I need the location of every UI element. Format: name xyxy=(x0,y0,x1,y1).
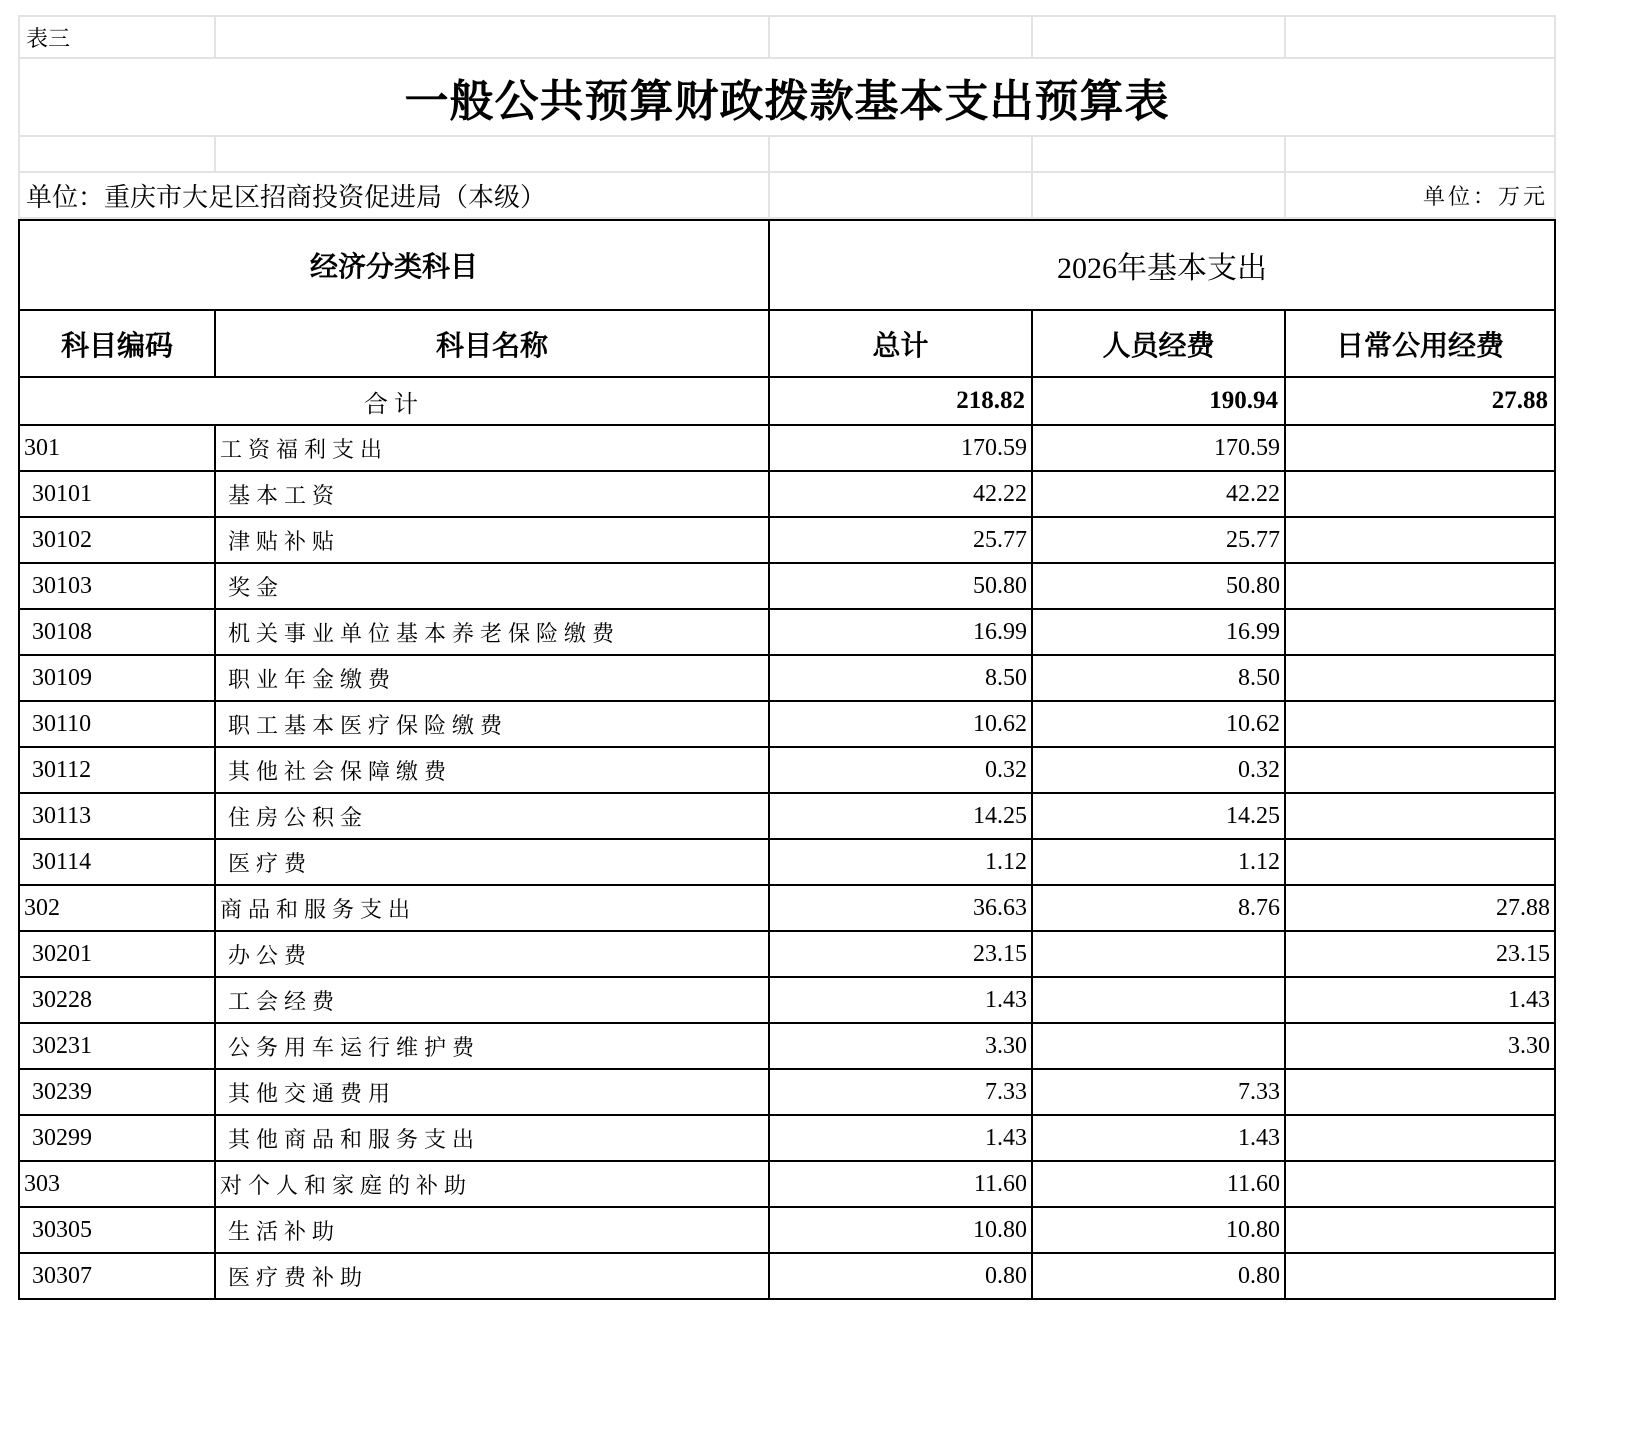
table-body xyxy=(19,425,1555,1299)
header-economic-classification: 经济分类科目 xyxy=(19,220,769,310)
row-code: 301 xyxy=(19,425,215,471)
table-row xyxy=(19,609,1555,655)
budget-table xyxy=(18,219,1556,1300)
budget-sheet xyxy=(18,15,1554,1300)
row-code: 30112 xyxy=(19,747,215,793)
row-code: 30103 xyxy=(19,563,215,609)
row-name: 机关事业单位基本养老保险缴费 xyxy=(215,609,769,655)
row-personnel: 50.80 xyxy=(1032,563,1285,609)
row-name: 公务用车运行维护费 xyxy=(215,1023,769,1069)
row-name: 对个人和家庭的补助 xyxy=(215,1161,769,1207)
table-row xyxy=(19,1207,1555,1253)
row-name: 生活补助 xyxy=(215,1207,769,1253)
row-total: 42.22 xyxy=(769,471,1032,517)
row-name: 医疗费补助 xyxy=(215,1253,769,1299)
table-row xyxy=(19,931,1555,977)
row-public: 27.88 xyxy=(1285,885,1555,931)
row-personnel: 14.25 xyxy=(1032,793,1285,839)
row-public: 1.43 xyxy=(1285,977,1555,1023)
table-row xyxy=(19,1069,1555,1115)
title-row xyxy=(19,58,1555,136)
row-public: 23.15 xyxy=(1285,931,1555,977)
total-row xyxy=(19,377,1555,425)
row-personnel: 8.50 xyxy=(1032,655,1285,701)
row-total: 1.43 xyxy=(769,1115,1032,1161)
row-code: 30239 xyxy=(19,1069,215,1115)
row-personnel: 11.60 xyxy=(1032,1161,1285,1207)
row-public xyxy=(1285,839,1555,885)
row-personnel: 8.76 xyxy=(1032,885,1285,931)
row-code: 30307 xyxy=(19,1253,215,1299)
row-public xyxy=(1285,1253,1555,1299)
row-personnel xyxy=(1032,977,1285,1023)
row-public xyxy=(1285,747,1555,793)
column-header-total: 总计 xyxy=(769,310,1032,377)
row-total: 0.32 xyxy=(769,747,1032,793)
row-name: 其他商品和服务支出 xyxy=(215,1115,769,1161)
row-personnel: 1.12 xyxy=(1032,839,1285,885)
row-name: 其他社会保障缴费 xyxy=(215,747,769,793)
total-label: 合计 xyxy=(19,377,769,425)
row-public xyxy=(1285,1207,1555,1253)
table-row xyxy=(19,701,1555,747)
row-total: 1.43 xyxy=(769,977,1032,1023)
row-name: 职业年金缴费 xyxy=(215,655,769,701)
unit-row xyxy=(19,172,1555,218)
row-code: 30110 xyxy=(19,701,215,747)
row-name: 基本工资 xyxy=(215,471,769,517)
row-total: 16.99 xyxy=(769,609,1032,655)
table-row xyxy=(19,885,1555,931)
row-code: 30228 xyxy=(19,977,215,1023)
row-public xyxy=(1285,1161,1555,1207)
row-public xyxy=(1285,609,1555,655)
row-name: 商品和服务支出 xyxy=(215,885,769,931)
row-code: 30101 xyxy=(19,471,215,517)
table-row xyxy=(19,747,1555,793)
row-name: 工资福利支出 xyxy=(215,425,769,471)
row-personnel: 10.62 xyxy=(1032,701,1285,747)
row-public xyxy=(1285,793,1555,839)
row-total: 10.80 xyxy=(769,1207,1032,1253)
unit-currency: 单位：万元 xyxy=(1285,172,1555,218)
row-personnel: 25.77 xyxy=(1032,517,1285,563)
table-row xyxy=(19,563,1555,609)
table-row xyxy=(19,655,1555,701)
row-total: 3.30 xyxy=(769,1023,1032,1069)
row-public xyxy=(1285,1115,1555,1161)
unit-organization: 单位：重庆市大足区招商投资促进局（本级） xyxy=(19,172,769,218)
row-personnel: 16.99 xyxy=(1032,609,1285,655)
blank-row xyxy=(19,136,1555,172)
total-amount: 218.82 xyxy=(769,377,1032,425)
row-total: 50.80 xyxy=(769,563,1032,609)
row-public xyxy=(1285,471,1555,517)
table-row xyxy=(19,471,1555,517)
row-total: 23.15 xyxy=(769,931,1032,977)
row-total: 14.25 xyxy=(769,793,1032,839)
row-code: 30231 xyxy=(19,1023,215,1069)
row-code: 30113 xyxy=(19,793,215,839)
table-row xyxy=(19,425,1555,471)
row-personnel: 10.80 xyxy=(1032,1207,1285,1253)
table-number: 表三 xyxy=(19,16,215,58)
table-row xyxy=(19,1253,1555,1299)
row-total: 11.60 xyxy=(769,1161,1032,1207)
header-basic-expenditure: 2026年基本支出 xyxy=(769,220,1555,310)
row-personnel: 170.59 xyxy=(1032,425,1285,471)
row-code: 30201 xyxy=(19,931,215,977)
table-number-row xyxy=(19,16,1555,58)
row-code: 303 xyxy=(19,1161,215,1207)
total-public: 27.88 xyxy=(1285,377,1555,425)
row-total: 170.59 xyxy=(769,425,1032,471)
row-code: 30299 xyxy=(19,1115,215,1161)
row-code: 30109 xyxy=(19,655,215,701)
row-public xyxy=(1285,1069,1555,1115)
header-group-row xyxy=(19,220,1555,310)
row-personnel xyxy=(1032,1023,1285,1069)
page-title: 一般公共预算财政拨款基本支出预算表 xyxy=(19,58,1555,136)
row-name: 住房公积金 xyxy=(215,793,769,839)
row-personnel: 0.32 xyxy=(1032,747,1285,793)
row-personnel: 7.33 xyxy=(1032,1069,1285,1115)
row-code: 30108 xyxy=(19,609,215,655)
column-header-public: 日常公用经费 xyxy=(1285,310,1555,377)
row-public: 3.30 xyxy=(1285,1023,1555,1069)
row-total: 10.62 xyxy=(769,701,1032,747)
row-name: 医疗费 xyxy=(215,839,769,885)
row-public xyxy=(1285,655,1555,701)
row-total: 1.12 xyxy=(769,839,1032,885)
sheet-header-grid xyxy=(18,15,1556,219)
row-public xyxy=(1285,425,1555,471)
row-personnel: 1.43 xyxy=(1032,1115,1285,1161)
column-header-personnel: 人员经费 xyxy=(1032,310,1285,377)
row-name: 办公费 xyxy=(215,931,769,977)
row-code: 30114 xyxy=(19,839,215,885)
row-public xyxy=(1285,563,1555,609)
row-code: 302 xyxy=(19,885,215,931)
row-personnel xyxy=(1032,931,1285,977)
row-total: 25.77 xyxy=(769,517,1032,563)
table-row xyxy=(19,1023,1555,1069)
row-name: 津贴补贴 xyxy=(215,517,769,563)
table-row xyxy=(19,1115,1555,1161)
row-total: 36.63 xyxy=(769,885,1032,931)
row-code: 30305 xyxy=(19,1207,215,1253)
row-personnel: 42.22 xyxy=(1032,471,1285,517)
table-row xyxy=(19,793,1555,839)
table-row xyxy=(19,1161,1555,1207)
row-name: 奖金 xyxy=(215,563,769,609)
table-row xyxy=(19,517,1555,563)
row-public xyxy=(1285,701,1555,747)
header-column-row xyxy=(19,310,1555,377)
column-header-name: 科目名称 xyxy=(215,310,769,377)
row-total: 8.50 xyxy=(769,655,1032,701)
row-total: 7.33 xyxy=(769,1069,1032,1115)
table-row xyxy=(19,839,1555,885)
row-code: 30102 xyxy=(19,517,215,563)
column-header-code: 科目编码 xyxy=(19,310,215,377)
total-personnel: 190.94 xyxy=(1032,377,1285,425)
row-name: 工会经费 xyxy=(215,977,769,1023)
row-personnel: 0.80 xyxy=(1032,1253,1285,1299)
row-public xyxy=(1285,517,1555,563)
table-row xyxy=(19,977,1555,1023)
row-name: 职工基本医疗保险缴费 xyxy=(215,701,769,747)
row-total: 0.80 xyxy=(769,1253,1032,1299)
row-name: 其他交通费用 xyxy=(215,1069,769,1115)
